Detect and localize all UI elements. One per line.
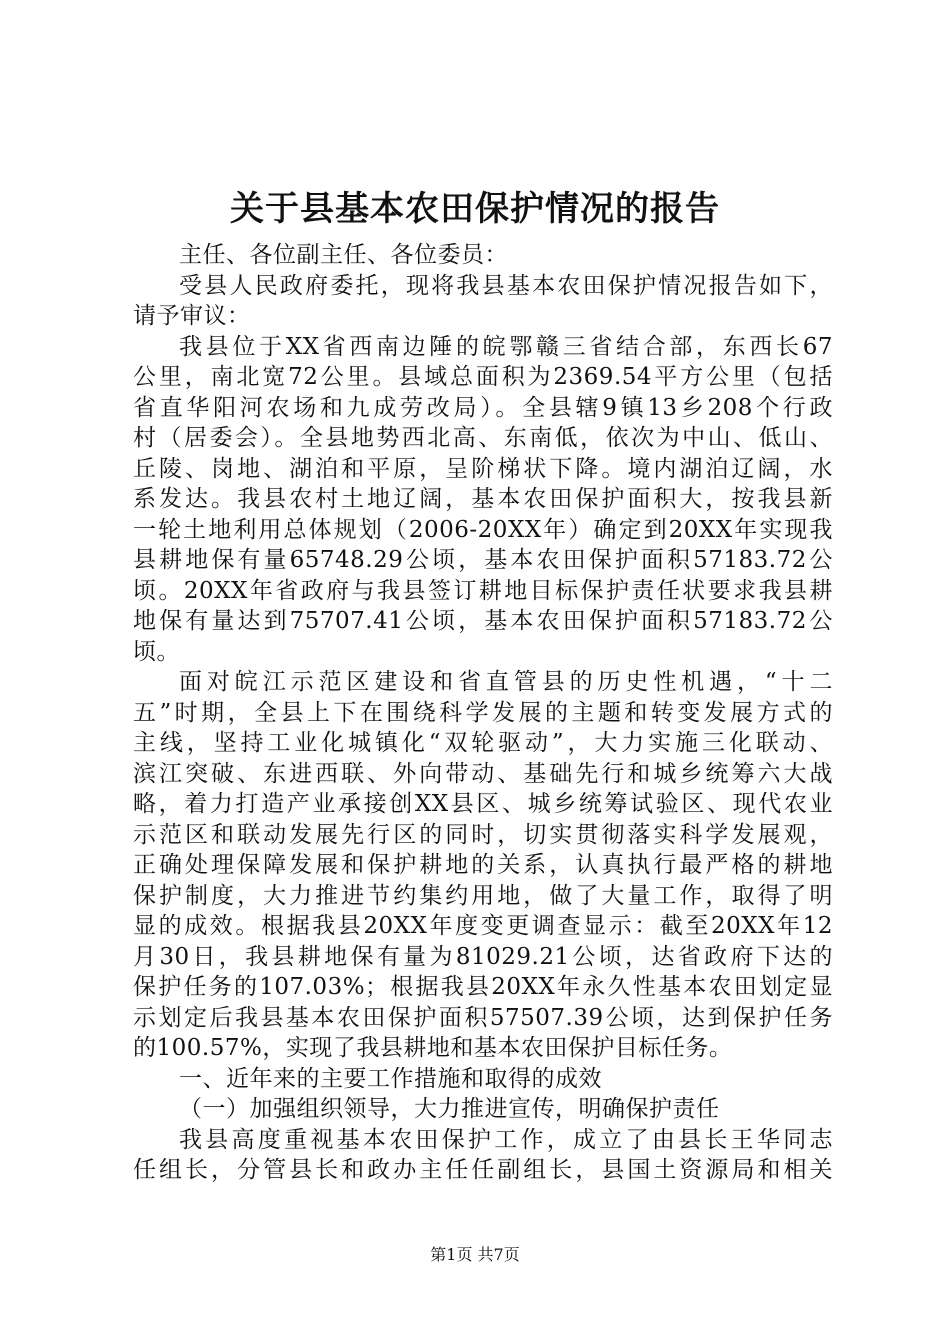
body-line: 我县位于XX省西南边陲的皖鄂赣三省结合部，东西长67 — [179, 333, 833, 360]
document-title: 关于县基本农田保护情况的报告 — [230, 189, 720, 229]
body-line: 的100.57%，实现了我县耕地和基本农田保护目标任务。 — [133, 1035, 733, 1061]
body-line: 公里，南北宽72公里。县域总面积为2369.54平方公里（包括 — [133, 364, 833, 390]
body-line: 村（居委会）。全县地势西北高、东南低，依次为中山、低山、 — [133, 425, 833, 451]
body-line: 顷。20XX年省政府与我县签订耕地目标保护责任状要求我县耕 — [133, 577, 833, 604]
body-line: 主任、各位副主任、各位委员： — [179, 242, 508, 268]
body-line: 滨江突破、东进西联、外向带动、基础先行和城乡统筹六大战 — [133, 760, 833, 787]
page-footer: 第1页 共7页 — [430, 1245, 520, 1264]
body-line: 一、近年来的主要工作措施和取得的成效 — [179, 1065, 602, 1092]
body-line: 任组长，分管县长和政办主任任副组长，县国土资源局和相关 — [133, 1157, 833, 1183]
body-line: 省直华阳河农场和九成劳改局）。全县辖9镇13乡208个行政 — [133, 394, 833, 421]
body-line: 顷。 — [133, 638, 180, 665]
body-line: 面对皖江示范区建设和省直管县的历史性机遇，“十二 — [179, 669, 833, 695]
body-line: 地保有量达到75707.41公顷，基本农田保护面积57183.72公 — [133, 608, 833, 634]
body-line: （一）加强组织领导，大力推进宣传，明确保护责任 — [179, 1096, 720, 1122]
body-line: 五”时期，全县上下在围绕科学发展的主题和转变发展方式的 — [133, 699, 833, 726]
body-line: 系发达。我县农村土地辽阔，基本农田保护面积大，按我县新 — [133, 486, 833, 512]
body-line: 保护任务的107.03%；根据我县20XX年永久性基本农田划定显 — [133, 974, 833, 1000]
body-line: 我县高度重视基本农田保护工作，成立了由县长王华同志 — [179, 1126, 833, 1153]
body-line: 示范区和联动发展先行区的同时，切实贯彻落实科学发展观， — [133, 821, 833, 848]
body-line: 保护制度，大力推进节约集约用地，做了大量工作，取得了明 — [133, 882, 833, 909]
body-line: 请予审议： — [133, 303, 251, 329]
body-line: 略，着力打造产业承接创XX县区、城乡统筹试验区、现代农业 — [133, 791, 833, 817]
body-line: 月30日，我县耕地保有量为81029.21公顷，达省政府下达的 — [133, 943, 833, 970]
body-line: 丘陵、岗地、湖泊和平原，呈阶梯状下降。境内湖泊辽阔，水 — [133, 455, 833, 482]
body-line: 受县人民政府委托，现将我县基本农田保护情况报告如下， — [179, 272, 833, 299]
document-body — [133, 240, 833, 1186]
body-line: 显的成效。根据我县20XX年度变更调查显示：截至20XX年12 — [133, 913, 833, 939]
body-line: 主线，坚持工业化城镇化“双轮驱动”，大力实施三化联动、 — [133, 730, 833, 756]
body-line: 正确处理保障发展和保护耕地的关系，认真执行最严格的耕地 — [133, 852, 833, 878]
body-line: 县耕地保有量65748.29公顷，基本农田保护面积57183.72公 — [133, 547, 833, 573]
body-line: 一轮土地利用总体规划（2006-20XX年）确定到20XX年实现我 — [133, 516, 833, 543]
body-line: 示划定后我县基本农田保护面积57507.39公顷，达到保护任务 — [133, 1004, 833, 1031]
